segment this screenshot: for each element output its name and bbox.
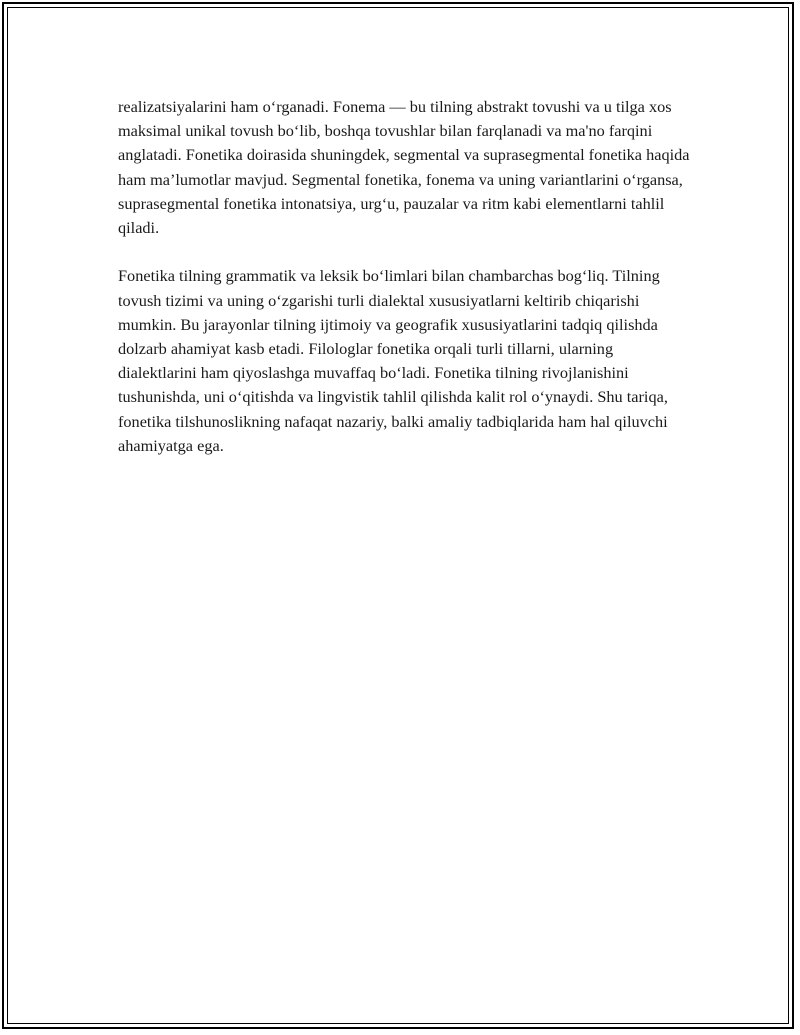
paragraph-2: Fonetika tilning grammatik va leksik boʻlimlari bilan chambarchas bogʻliq. Tilning tovush tizimi va uning oʻzgarishi turli dialektal xususiyatlarni keltirib chiqarishi mumkin. Bu jarayonlar tilning ijtimoiy va geografik xususiyatlarini tadqiq qilishda dolzarb ahamiyat kasb etadi. Filologlar fonetika orqali turli tillarni, ularning dialektlarini ham qiyoslashga muvaffaq boʻladi. Fonetika tilning rivojlanishini tushunishda, uni oʻqitishda va lingvistik tahlil qilishda kalit rol oʻynaydi. Shu tariqa, fonetika tilshunoslikning nafaqat nazariy, balki amaliy tadbiqlarida ham hal qiluvchi ahamiyatga ega. — [118, 266, 668, 455]
document-body — [118, 95, 690, 458]
paragraph-1: realizatsiyalarini ham oʻrganadi. Fonema — bu tilning abstrakt tovushi va u tilga xos maksimal unikal tovush boʻlib, boshqa tovushlar bilan farqlanadi va ma'no farqini anglatadi. Fonetika doirasida shuningdek, segmental va suprasegmental fonetika haqida ham maʼlumotlar mavjud. Segmental fonetika, fonema va uning variantlarini oʻrgansa, suprasegmental fonetika intonatsiya, urgʻu, pauzalar va ritm kabi elementlarni tahlil qiladi. — [118, 97, 690, 238]
